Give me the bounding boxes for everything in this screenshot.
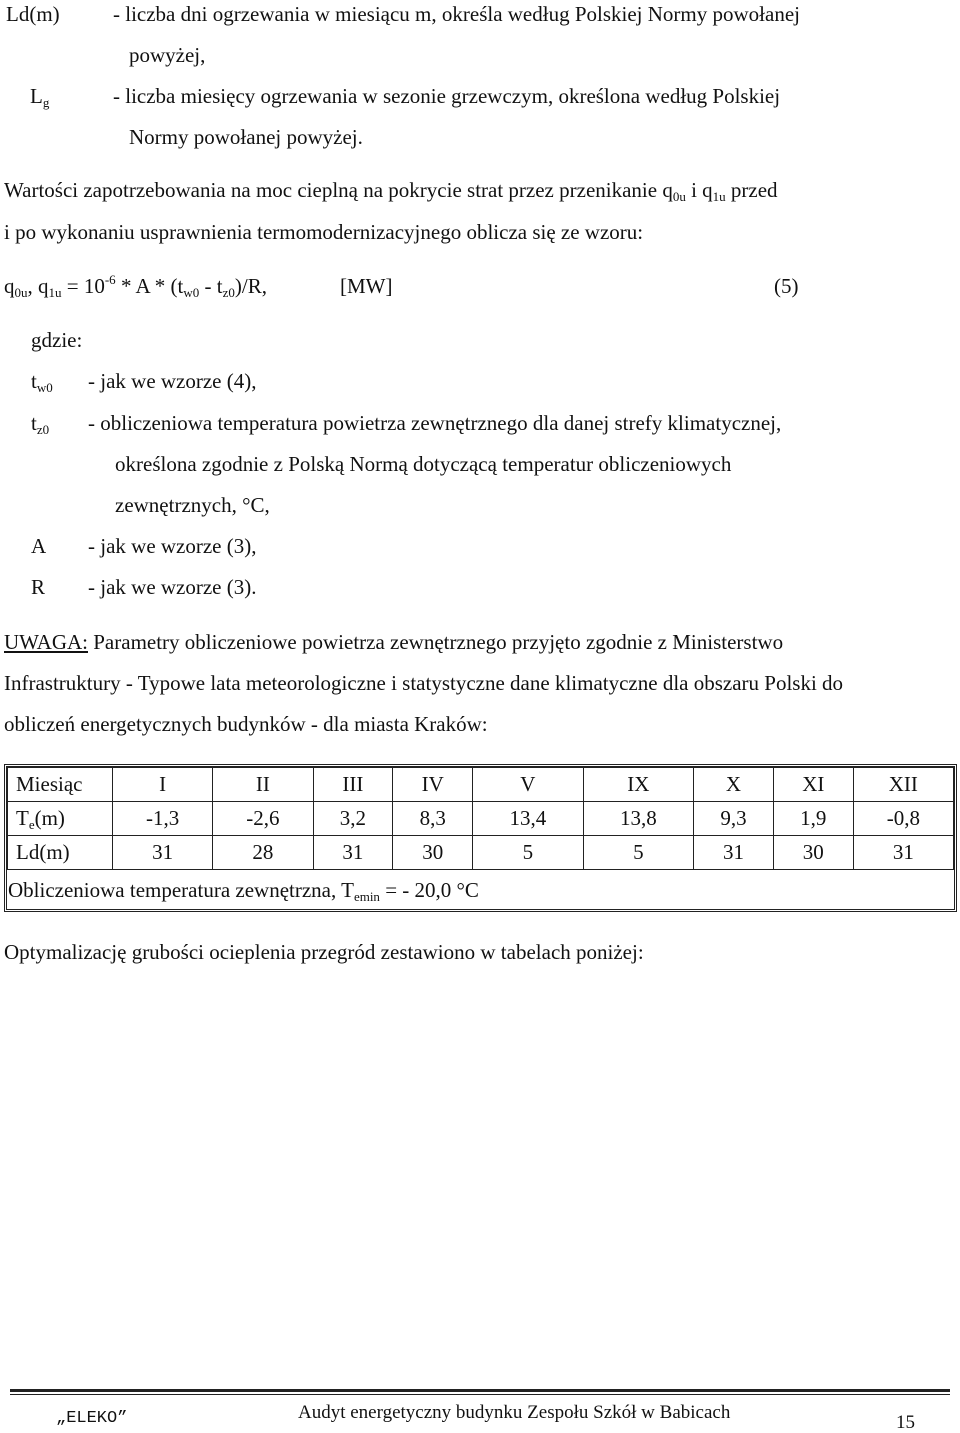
table-cell: XI	[773, 768, 853, 802]
where-r-symbol: R	[31, 575, 46, 599]
table-row-months	[8, 768, 954, 802]
where-tz0-desc-line1: - obliczeniowa temperatura powietrza zewnętrznego dla danej strefy klimatycznej,	[88, 411, 782, 435]
table-cell: -2,6	[213, 802, 313, 836]
def-lg-desc-line1: - liczba miesięcy ogrzewania w sezonie grzewczym, określona według Polskiej	[113, 84, 781, 108]
def-lg-symbol: $L_g$	[30, 84, 50, 110]
where-tw0-desc: - jak we wzorze (4),	[88, 369, 257, 393]
table-cell: Ld(m)	[8, 836, 113, 870]
table-cell: 31	[313, 836, 393, 870]
note-line3: obliczeń energetycznych budynków - dla miasta Kraków:	[4, 712, 488, 736]
table-cell: II	[213, 768, 313, 802]
table-row-te	[8, 802, 954, 836]
table-cell: 9,3	[694, 802, 774, 836]
where-a-symbol: A	[31, 534, 47, 558]
where-tw0-symbol: $t_{w0}$	[31, 369, 53, 395]
table-cell: Miesiąc	[8, 768, 113, 802]
footer-company: „ELEKO”	[56, 1409, 128, 1428]
table-cell: 31	[694, 836, 774, 870]
page-number: 15	[896, 1412, 915, 1433]
table-row-ld	[8, 836, 954, 870]
note-label: UWAGA:	[4, 630, 88, 654]
footer-title: Audyt energetyczny budynku Zespołu Szkół w Babicach	[298, 1402, 731, 1423]
table-cell: -0,8	[853, 802, 953, 836]
table-cell: 31	[853, 836, 953, 870]
table-cell: I	[113, 768, 213, 802]
def-ld-symbol: Ld(m)	[6, 2, 60, 26]
def-ld-desc-line1: - liczba dni ogrzewania w miesiącu m, określa według Polskiej Normy powołanej	[113, 2, 800, 26]
table-cell: 28	[213, 836, 313, 870]
def-ld-desc-line2: powyżej,	[129, 43, 206, 67]
where-tz0-desc-line2: określona zgodnie z Polską Normą dotyczącą temperatur obliczeniowych	[115, 452, 732, 476]
note-line2: Infrastruktury - Typowe lata meteorologiczne i statystyczne dane klimatyczne dla obszaru Polski do	[4, 671, 844, 695]
paragraph-line1: Wartości zapotrzebowania na moc cieplną na pokrycie strat przez przenikanie $q_{0u}$ i $q_{1u}$ przed	[4, 178, 778, 204]
design-temperature-row: Obliczeniowa temperatura zewnętrzna, $T_{emin}$ = - 20,0 °C	[8, 878, 479, 904]
table-cell: 1,9	[773, 802, 853, 836]
note-line1: UWAGA: Parametry obliczeniowe powietrza zewnętrznego przyjęto zgodnie z Ministerstwo	[4, 630, 784, 654]
table-cell: IV	[393, 768, 473, 802]
table-cell: 3,2	[313, 802, 393, 836]
table-cell-te-label: $T_e(m)$	[8, 802, 113, 836]
formula-number: (5)	[774, 274, 799, 298]
formula-5: $q_{0u}$, $q_{1u} = 10^{-6} * A * (t_{w0} - t_{z0})/R$,	[4, 272, 267, 300]
table-cell: 8,3	[393, 802, 473, 836]
footer-rule-thin	[10, 1394, 950, 1395]
table-cell: 30	[773, 836, 853, 870]
formula-unit: [MW]	[340, 274, 393, 298]
table-cell: IX	[583, 768, 694, 802]
table-cell: V	[473, 768, 584, 802]
paragraph-line2: i po wykonaniu usprawnienia termomodernizacyjnego oblicza się ze wzoru:	[4, 220, 644, 244]
table-cell: III	[313, 768, 393, 802]
where-label: gdzie:	[31, 328, 83, 352]
table-cell: 30	[393, 836, 473, 870]
table-cell: 13,4	[473, 802, 584, 836]
climate-table	[7, 767, 954, 870]
table-cell: 31	[113, 836, 213, 870]
where-tz0-symbol: $t_{z0}$	[31, 411, 50, 437]
def-lg-desc-line2: Normy powołanej powyżej.	[129, 125, 363, 149]
closing-sentence: Optymalizację grubości ocieplenia przegród zestawiono w tabelach poniżej:	[4, 940, 644, 964]
where-a-desc: - jak we wzorze (3),	[88, 534, 257, 558]
table-cell: X	[694, 768, 774, 802]
where-tz0-desc-line3: zewnętrznych, °C,	[115, 493, 270, 517]
table-cell: 13,8	[583, 802, 694, 836]
where-r-desc: - jak we wzorze (3).	[88, 575, 257, 599]
table-cell: 5	[473, 836, 584, 870]
table-cell: XII	[853, 768, 953, 802]
table-cell: -1,3	[113, 802, 213, 836]
footer-rule-thick	[10, 1389, 950, 1392]
table-cell: 5	[583, 836, 694, 870]
